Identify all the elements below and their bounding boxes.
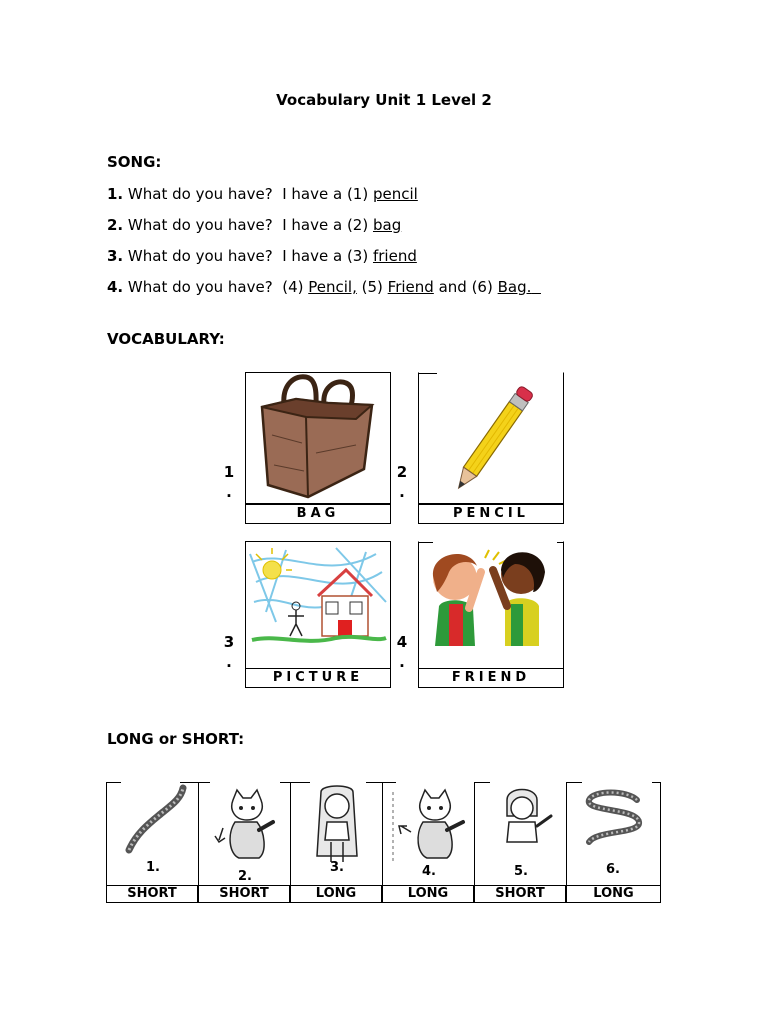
vocab-number: 2: [396, 463, 408, 481]
vocab-number-dot: .: [399, 483, 405, 501]
vocab-number-dot: .: [226, 483, 232, 501]
vocab-image-bag: [245, 372, 391, 504]
song-answer-word: bag: [372, 216, 402, 234]
song-question: What do you have?: [127, 185, 273, 203]
long-short-number: 3.: [330, 860, 344, 875]
house-drawing-icon: [246, 542, 391, 669]
long-short-label: LONG: [290, 885, 382, 903]
song-line-number: 2.: [107, 216, 124, 234]
song-question: What do you have?: [127, 278, 273, 296]
vocab-image-picture: [245, 541, 391, 669]
vocab-number: 1: [223, 463, 235, 481]
long-short-label: SHORT: [474, 885, 566, 903]
answer-bag: Bag.: [497, 278, 532, 296]
paper-bag-icon: [246, 373, 391, 504]
answer-pencil: Pencil,: [308, 278, 357, 296]
long-short-heading: LONG or SHORT:: [107, 730, 245, 748]
song-heading: SONG:: [107, 153, 162, 171]
long-short-number: 5.: [514, 864, 528, 879]
long-short-label: LONG: [566, 885, 661, 903]
song-line-number: 1.: [107, 185, 124, 203]
song-line-1: [107, 185, 418, 203]
long-short-label: SHORT: [106, 885, 198, 903]
song-line-2: [107, 216, 401, 234]
vocab-number-dot: .: [226, 653, 232, 671]
pencil-icon: [419, 373, 564, 504]
song-answer-word: pencil: [372, 185, 418, 203]
friends-high-five-icon: [419, 542, 564, 669]
vocab-number-dot: .: [399, 653, 405, 671]
blank-number-5: (5): [361, 278, 383, 296]
long-short-number: 6.: [606, 862, 620, 877]
vocabulary-heading: VOCABULARY:: [107, 330, 225, 348]
answer-friend: Friend: [387, 278, 434, 296]
long-short-number: 1.: [146, 860, 160, 875]
page-title: Vocabulary Unit 1 Level 2: [276, 91, 492, 109]
long-short-number: 2.: [238, 869, 252, 884]
song-answer-word: friend: [372, 247, 417, 265]
song-question: What do you have?: [127, 247, 273, 265]
vocab-label-picture: PICTURE: [245, 668, 391, 688]
song-line-4: [107, 278, 541, 296]
song-line-number: 3.: [107, 247, 124, 265]
song-question: What do you have?: [127, 216, 273, 234]
song-answer-prefix: I have a (2): [282, 216, 369, 234]
song-line-3: [107, 247, 417, 265]
long-short-label: SHORT: [198, 885, 290, 903]
vocab-label-friend: FRIEND: [418, 668, 564, 688]
song-answer-prefix: I have a (3): [282, 247, 369, 265]
vocab-number: 3: [223, 633, 235, 651]
blank-number-4: (4): [282, 278, 304, 296]
song-line-number: 4.: [107, 278, 124, 296]
long-short-label: LONG: [382, 885, 474, 903]
vocab-image-pencil: [418, 372, 564, 504]
long-short-number: 4.: [422, 864, 436, 879]
vocab-label-pencil: PENCIL: [418, 504, 564, 524]
blank-number-6: and (6): [438, 278, 493, 296]
song-answer-prefix: I have a (1): [282, 185, 369, 203]
vocab-number: 4: [396, 633, 408, 651]
vocab-image-friend: [418, 541, 564, 669]
vocab-label-bag: BAG: [245, 504, 391, 524]
